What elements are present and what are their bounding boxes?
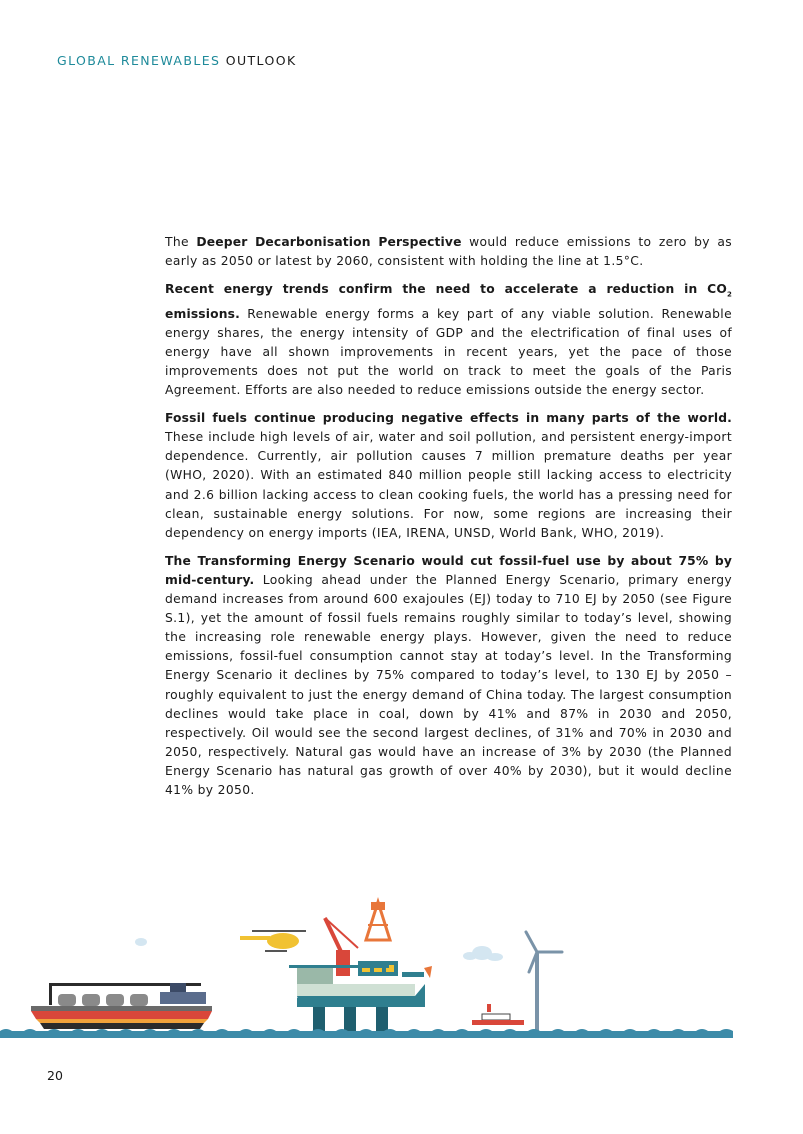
paragraph-transforming-energy	[165, 552, 732, 800]
cloud-icon	[135, 938, 503, 961]
paragraph-fossil-fuels	[165, 409, 732, 543]
paragraph-lead: Fossil fuels continue producing negative effects in many parts of the world.	[165, 411, 732, 426]
paragraph-body: Looking ahead under the Planned Energy Scenario, primary energy demand increases from around 600 exajoules (EJ) today to 710 EJ by 2050 (see Figure S.1), yet the amount of fossil fuels remains roughly similar to today’s level, showing the increasing role renewable energy plays. However, given the need to reduce emissions, fossil-fuel consumption cannot stay at today’s level. In the Transforming Energy Scenario it declines by 75% compared to today’s level, to 130 EJ by 2050 – roughly equivalent to just the energy demand of China today. The largest consumption declines would take place in coal, down by 41% and 87% in 2030 and 2050, respectively. Oil would see the second largest declines, of 31% and 70% in 2030 and 2050, respectively. Natural gas would have an increase of 3% by 2030 (the Planned Energy Scenario has natural gas growth of over 40% by 2030), but it would decline 41% by 2050.	[165, 572, 732, 797]
paragraph-lead: The Transforming Energy Scenario would cut fossil-fuel use by about 75% by mid-century.	[165, 553, 732, 587]
header-accent: GLOBAL RENEWABLES	[57, 53, 221, 68]
sea-waves	[0, 1029, 733, 1038]
paragraph-body: would reduce emissions to zero by as early as 2050 or latest by 2060, consistent with holding the line at 1.5°C.	[165, 235, 732, 269]
running-header	[57, 53, 297, 68]
boat-icon	[472, 1004, 524, 1025]
wind-turbine-icon	[526, 932, 562, 1030]
oil-rig-icon	[289, 902, 432, 1031]
paragraph-body: Renewable energy forms a key part of any viable solution. Renewable energy shares, the energy intensity of GDP and the electrification of final uses of energy have all shown improvements in recent years, yet the pace of those improvements does not put the world on track to meet the goals of the Paris Agreement. Efforts are also needed to reduce emissions outside the energy sector.	[165, 306, 732, 398]
paragraph-recent-trends	[165, 280, 732, 400]
paragraph-lead: Deeper Decarbonisation Perspective	[196, 235, 462, 249]
paragraph-lead: Recent energy trends confirm the need to accelerate a reduction in $CO_2$ emissions.	[165, 282, 732, 321]
helicopter-icon	[240, 930, 306, 952]
header-plain: OUTLOOK	[225, 53, 297, 68]
tanker-ship-icon	[31, 983, 212, 1029]
paragraph-body: These include high levels of air, water and soil pollution, and persistent energy-import dependence. Currently, air pollution causes 7 million premature deaths per year (WHO, 2020). With an estimated 840 million people still lacking access to electricity and 2.6 billion lacking access to clean cooking fuels, the world has a pressing need for clean, sustainable energy solutions. For now, some regions are increasing their dependency on energy imports (IEA, IRENA, UNSD, World Bank, WHO, 2019).	[165, 430, 732, 540]
page-number: 20	[47, 1068, 63, 1083]
offshore-energy-illustration	[0, 880, 803, 1050]
body-text	[165, 233, 732, 809]
paragraph-deeper-decarbonisation: The Deeper Decarbonisation Perspective would reduce emissions to zero by as early as 2050 or latest by 2060, consistent with holding the line at 1.5°C.	[165, 235, 732, 269]
